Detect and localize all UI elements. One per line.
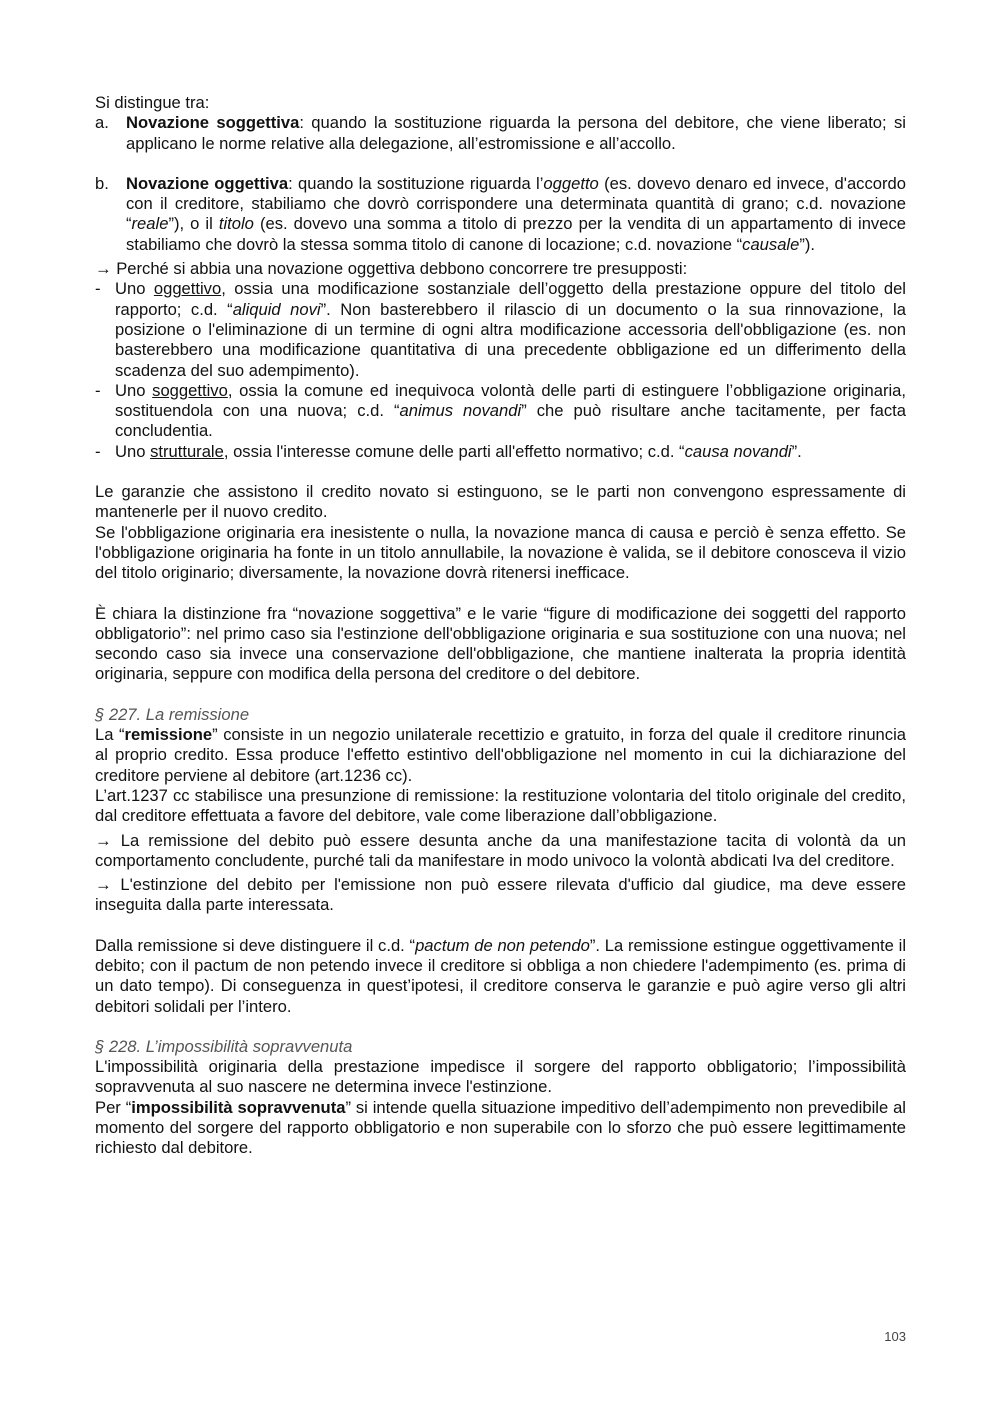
s227-p5-a: Dalla remissione si deve distinguere il c.d. “ <box>95 935 416 955</box>
section-227-title: § 227. La remissione <box>95 704 250 724</box>
term-pactum: pactum de non petendo <box>415 935 590 955</box>
list-b-italic-3: titolo <box>218 214 254 234</box>
s227-p1-c: ” consiste in un negozio unilaterale recettizio e gratuito, in forza del quale il creditore rinuncia al proprio credito. Essa produce l'effetto estintivo dell'obbligazione nel momento in cui la dichiarazione del creditore perviene al debitore (art.1236 cc). <box>95 725 906 785</box>
estinzione-debito-paragraph: → L'estinzione del debito per l'emissione non può essere rilevata d'ufficio dal giudice, ma deve essere inseguita dalla parte interessata. <box>95 875 906 915</box>
list-b-text-3: ”), o il <box>168 214 219 234</box>
intro-text: Si distingue tra: <box>95 93 210 112</box>
impossibilita-originaria-paragraph: L'impossibilità originaria della prestazione impedisce il sorgere del rapporto obbligatorio; l’impossibilità sopravvenuta al suo nascere ne determina invece l'estinzione. <box>95 1057 906 1097</box>
page-content <box>95 93 906 1159</box>
dash1-italic: aliquid novi <box>232 299 321 319</box>
presupposti-intro: → Perché si abbia una novazione oggettiva debbono concorrere tre presupposti: <box>95 259 688 279</box>
s227-p5-c: ”. La remissione estingue oggettivamente il debito; con il pactum de non petendo invece il creditore si obbliga a non chiedere l'adempimento (es. prima di un dato tempo). Di conseguenza in quest’ipotesi, il creditore conserva le garanzie e può agire verso gli altri debitori solidali per l’intero. <box>95 935 907 1016</box>
dash1-underline: oggettivo <box>153 279 222 299</box>
list-b-text-4: (es. dovevo una somma a titolo di prezzo per la vendita di un appartamento di invece stabiliamo che dovrò la stessa somma titolo di canone di locazione; c.d. novazione “ <box>126 214 906 254</box>
list-item-a <box>95 113 906 154</box>
dash2-italic: animus novandi <box>399 401 522 421</box>
dash1-text-1: Uno <box>115 279 154 299</box>
presupposto-strutturale <box>95 442 906 462</box>
impossibilita-sopravvenuta-paragraph <box>95 1098 906 1159</box>
dash3-underline: strutturale <box>150 441 224 461</box>
remissione-tacita-paragraph: → La remissione del debito può essere desunta anche da una manifestazione tacita di volontà da un comportamento concludente, purché tali da manifestare in modo univoco la volontà abdicati Iva del creditore. <box>95 830 906 870</box>
presupposto-soggettivo <box>95 381 906 442</box>
dash3-text-3: ”. <box>791 441 802 461</box>
list-b-italic-2: reale <box>131 214 169 234</box>
list-b-text-2: (es. dovevo denaro ed invece, d'accordo con il creditore, stabiliamo che dovrò corrispondere una determinata quantità di grano; c.d. novazione “ <box>126 173 906 234</box>
remissione-definition <box>95 725 906 786</box>
dash2-text-2: , ossia la comune ed inequivoca volontà delle parti di estinguere l’obbligazione originaria, sostituendola con una nuova; c.d. “ <box>115 380 906 421</box>
garanzie-paragraph: Le garanzie che assistono il credito novato si estinguono, se le parti non convengono espressamente di mantenerle per il nuovo credito. <box>95 482 906 522</box>
dash2-underline: soggettivo <box>152 380 228 400</box>
distinzione-paragraph: È chiara la distinzione fra “novazione soggettiva” e le varie “figure di modificazione dei soggetti del rapporto obbligatorio”: nel primo caso sia l'estinzione dell'obbligazione originaria e sua sostituzione con una nuova; nel secondo caso sia invece una conservazione dell'obbligazione, che mantiene inalterata la propria identità originaria, seppure con modifica della persona del creditore o del debitore. <box>95 603 906 684</box>
obbligazione-originaria-paragraph: Se l'obbligazione originaria era inesistente o nulla, la novazione manca di causa e perciò è senza effetto. Se l'obbligazione originaria ha fonte in un titolo annullabile, la novazione è valida, se il debitore conosceva il vizio del titolo originario; diversamente, la novazione dovrà ritenersi inefficace. <box>95 522 906 583</box>
s228-p2-c: ” si intende quella situazione impeditivo dell’adempimento non prevedibile al momento del sorgere del rapporto obbligatorio e non superabile con lo sforzo che può essere legittimamente richiesto dal debitore. <box>95 1097 906 1158</box>
list-marker-b: b. <box>95 173 109 193</box>
list-a-text: : quando la sostituzione riguarda la persona del debitore, che viene liberato; si applicano le norme relative alla delegazione, all’estromissione e all’accollo. <box>126 113 906 153</box>
s227-p1-a: La “ <box>95 725 125 745</box>
dash3-text-1: Uno <box>115 441 151 461</box>
section-228-title: § 228. L’impossibilità sopravvenuta <box>95 1036 353 1056</box>
dash2-text-1: Uno <box>115 380 153 400</box>
dash-marker: - <box>95 380 101 400</box>
list-b-text-5: ”). <box>799 234 816 254</box>
s228-p2-a: Per “ <box>95 1097 132 1117</box>
pactum-paragraph <box>95 936 906 1017</box>
dash-marker: - <box>95 441 101 461</box>
list-b-text-1: : quando la sostituzione riguarda l’ <box>288 173 544 193</box>
presupposto-oggettivo <box>95 279 906 380</box>
term-remissione: remissione <box>124 725 213 745</box>
dash1-text-2: , ossia una modificazione sostanziale dell’oggetto della prestazione oppure del titolo del rapporto; c.d. “ <box>115 279 906 319</box>
dash2-text-3: ” che può risultare anche tacitamente, per facta concludentia. <box>115 401 906 441</box>
term-novazione-oggettiva: Novazione oggettiva <box>126 173 289 193</box>
list-marker-a: a. <box>95 113 109 133</box>
term-impossibilita-sopravvenuta: impossibilità sopravvenuta <box>131 1097 346 1117</box>
dash3-italic: causa novandi <box>684 441 792 461</box>
list-item-b <box>95 174 906 255</box>
list-b-italic-1: oggetto <box>543 173 599 193</box>
dash-marker: - <box>95 279 101 299</box>
dash1-text-3: ”. Non basterebbero il rilascio di un documento o la sua rinnovazione, la posizione o l'eliminazione di un termine di ogni altra modificazione accessoria dell'obbligazione (es. non basterebbero una modificazione quantitativa di una precedente obbligazione ed un differimento della scadenza del suo adempimento). <box>115 299 906 380</box>
list-b-italic-4: causale <box>742 234 800 254</box>
art-1237-paragraph: L’art.1237 cc stabilisce una presunzione di remissione: la restituzione volontaria del titolo originale del credito, dal creditore effettuata a favore del debitore, vale come liberazione dall’obbligazione. <box>95 785 906 826</box>
page-number: 103 <box>884 1329 906 1344</box>
dash3-text-2: , ossia l'interesse comune delle parti all'effetto normativo; c.d. “ <box>223 441 685 461</box>
term-novazione-soggettiva: Novazione soggettiva <box>126 113 300 133</box>
